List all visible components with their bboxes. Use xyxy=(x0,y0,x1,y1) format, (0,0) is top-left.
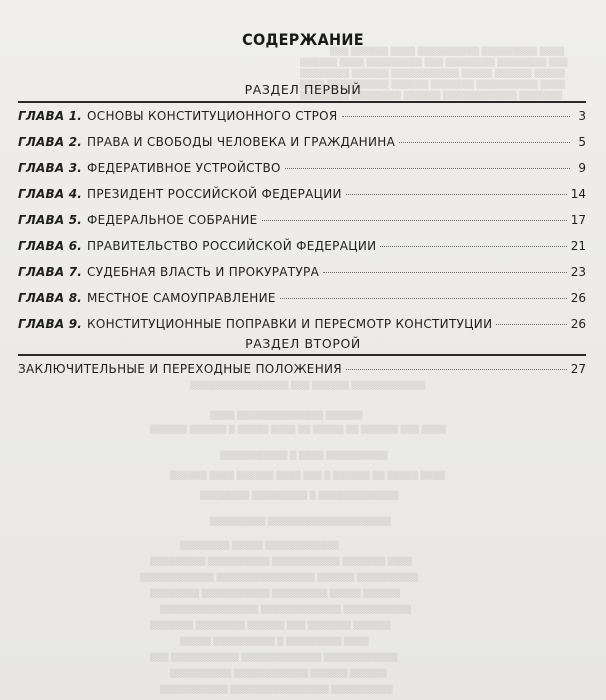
toc-entry[interactable] xyxy=(18,161,586,179)
page-number: 26 xyxy=(570,291,586,305)
chapter-title: ОСНОВЫ КОНСТИТУЦИОННОГО СТРОЯ xyxy=(87,109,338,123)
toc-entry[interactable] xyxy=(18,291,586,309)
section-heading-one: РАЗДЕЛ ПЕРВЫЙ xyxy=(244,82,362,97)
leader-dots xyxy=(285,168,570,169)
leader-dots xyxy=(262,220,567,221)
page-number: 17 xyxy=(570,213,586,227)
page-number: 9 xyxy=(578,161,586,175)
chapter-number: ГЛАВА 2. xyxy=(18,135,83,149)
chapter-title: ФЕДЕРАЛЬНОЕ СОБРАНИЕ xyxy=(87,213,258,227)
toc-entry[interactable] xyxy=(18,265,586,283)
toc-entry[interactable] xyxy=(18,213,586,231)
chapter-number: ГЛАВА 6. xyxy=(18,239,83,253)
page-title: СОДЕРЖАНИЕ xyxy=(242,30,364,49)
chapter-title: ПРЕЗИДЕНТ РОССИЙСКОЙ ФЕДЕРАЦИИ xyxy=(87,187,342,201)
chapter-number: ГЛАВА 5. xyxy=(18,213,83,227)
chapter-number: ГЛАВА 9. xyxy=(18,317,83,331)
chapter-title: ФЕДЕРАТИВНОЕ УСТРОЙСТВО xyxy=(87,161,281,175)
leader-dots xyxy=(346,194,567,195)
chapter-number: ГЛАВА 8. xyxy=(18,291,83,305)
toc-entry[interactable] xyxy=(18,239,586,257)
leader-dots xyxy=(280,298,567,299)
chapter-title: ПРАВА И СВОБОДЫ ЧЕЛОВЕКА И ГРАЖДАНИНА xyxy=(87,135,396,149)
chapter-number: ГЛАВА 4. xyxy=(18,187,83,201)
page-number: 27 xyxy=(570,362,586,376)
chapter-title: ПРАВИТЕЛЬСТВО РОССИЙСКОЙ ФЕДЕРАЦИИ xyxy=(87,239,377,253)
leader-dots xyxy=(346,369,567,370)
section-two-rule xyxy=(18,354,586,356)
chapter-number: ГЛАВА 3. xyxy=(18,161,83,175)
section-heading-two: РАЗДЕЛ ВТОРОЙ xyxy=(245,336,361,351)
chapter-number: ГЛАВА 7. xyxy=(18,265,83,279)
toc-entry[interactable] xyxy=(18,135,586,153)
leader-dots xyxy=(399,142,570,143)
section-one-rule xyxy=(18,101,586,103)
page-number: 23 xyxy=(570,265,586,279)
toc-entry[interactable] xyxy=(18,187,586,205)
leader-dots xyxy=(342,116,570,117)
final-provisions-title: ЗАКЛЮЧИТЕЛЬНЫЕ И ПЕРЕХОДНЫЕ ПОЛОЖЕНИЯ xyxy=(18,362,342,376)
page-number: 21 xyxy=(570,239,586,253)
leader-dots xyxy=(323,272,567,273)
page-number: 14 xyxy=(570,187,586,201)
page-number: 26 xyxy=(570,317,586,331)
page-number: 5 xyxy=(578,135,586,149)
leader-dots xyxy=(496,324,566,325)
chapter-title: СУДЕБНАЯ ВЛАСТЬ И ПРОКУРАТУРА xyxy=(87,265,320,279)
book-page: ▒▒▒ ▒▒▒▒▒▒ ▒▒▒▒ ▒▒▒▒▒▒▒▒▒▒ ▒▒▒▒▒▒▒▒▒ ▒▒▒▒ ▒▒▒▒▒▒ ▒▒▒▒ ▒▒▒▒▒▒▒▒▒ ▒▒▒ ▒▒▒▒▒▒▒▒ ▒▒▒▒▒▒▒▒ ▒▒▒ ▒▒▒▒▒▒▒▒ ▒▒▒▒▒▒ ▒▒▒▒▒▒▒▒▒▒▒ ▒▒▒▒▒ ▒▒▒▒▒▒ ▒▒▒▒▒ ▒▒▒▒ ▒▒▒▒▒▒▒▒▒▒ ▒▒▒▒▒▒ ▒▒▒▒▒▒▒ ▒▒▒▒▒▒▒▒▒▒ ▒▒▒▒ ▒▒▒▒▒▒▒▒ ▒▒▒▒▒▒▒▒ ▒▒▒▒▒▒ ▒▒▒▒▒▒▒▒▒▒▒▒ ▒▒▒▒▒▒▒ ▒▒▒▒▒▒▒▒▒▒▒▒▒▒▒▒ ▒▒▒ ▒▒▒▒▒▒ ▒▒▒▒▒▒▒▒▒▒▒▒ ▒▒▒▒ ▒▒▒▒▒▒▒▒▒▒▒▒▒▒ ▒▒▒▒▒▒ ▒▒▒▒▒▒ ▒▒▒▒▒▒ ▒ ▒▒▒▒▒ ▒▒▒▒ ▒▒ ▒▒▒▒▒ ▒▒ ▒▒▒▒▒▒ ▒▒▒ ▒▒▒▒ ▒▒▒▒▒▒▒▒▒▒▒ ▒ ▒▒▒▒ ▒▒▒▒▒▒▒▒▒▒ ▒▒▒▒▒▒ ▒▒▒▒ ▒▒▒▒▒▒ ▒▒▒▒ ▒▒▒ ▒ ▒▒▒▒▒▒ ▒▒ ▒▒▒▒▒ ▒▒▒▒ ▒▒▒▒▒▒▒▒ ▒▒▒▒▒▒▒▒▒ ▒ ▒▒▒▒▒▒▒▒▒▒▒▒▒ ▒▒▒▒▒▒▒▒▒ ▒▒▒▒▒▒▒▒▒▒▒▒▒▒▒▒▒▒▒▒ ▒▒▒▒▒▒▒▒ ▒▒▒▒▒ ▒▒▒▒▒▒▒▒▒▒▒▒ ▒▒▒▒▒▒▒▒▒ ▒▒▒▒▒▒▒▒▒▒ ▒▒▒▒▒▒▒▒▒▒▒ ▒▒▒▒▒▒▒ ▒▒▒▒ ▒▒▒▒▒▒▒▒▒▒▒▒ ▒▒▒▒▒▒▒▒▒▒▒▒▒▒▒▒ ▒▒▒▒▒▒ ▒▒▒▒▒▒▒▒▒▒ ▒▒▒▒▒▒▒▒ ▒▒▒▒▒▒▒▒▒▒▒ ▒▒▒▒▒▒▒▒▒ ▒▒▒▒▒ ▒▒▒▒▒▒ ▒▒▒▒▒▒▒▒▒▒▒▒▒▒▒▒ ▒▒▒▒▒▒▒▒▒▒▒▒▒ ▒▒▒▒▒▒▒▒▒▒▒ ▒▒▒▒▒▒▒ ▒▒▒▒▒▒▒▒ ▒▒▒▒▒▒ ▒▒▒ ▒▒▒▒▒▒▒ ▒▒▒▒▒▒ ▒▒▒▒▒ ▒▒▒▒▒▒▒▒▒▒ ▒ ▒▒▒▒▒▒▒▒▒ ▒▒▒▒ ▒▒▒ ▒▒▒▒▒▒▒▒▒▒▒ ▒▒▒▒▒▒▒▒▒▒▒▒▒ ▒▒▒▒▒▒▒▒▒▒▒▒ ▒▒▒▒▒▒▒▒▒▒ ▒▒▒▒▒▒▒▒▒▒▒▒ ▒▒▒▒▒▒ ▒▒▒▒▒▒ ▒▒▒▒▒▒▒▒▒▒▒ ▒▒▒▒▒▒▒▒▒▒▒▒▒▒▒▒ ▒▒▒▒▒▒▒▒▒▒ СОДЕРЖАНИЕ РАЗДЕЛ ПЕРВЫЙ ГЛАВА 1. ОСНОВЫ КОНСТИТУЦИОННОГО СТРОЯ 3 ГЛАВА 2. ПРАВА И СВОБОДЫ ЧЕЛОВЕКА И ГРАЖДАНИНА 5 ГЛАВА 3. ФЕДЕРАТИВНОЕ УСТРОЙСТВО 9 ГЛАВА 4. ПРЕЗИДЕНТ РОССИЙСКОЙ ФЕДЕРАЦИИ 14 ГЛАВА 5. ФЕДЕРАЛЬНОЕ СОБРАНИЕ 17 ГЛАВА 6. ПРАВИТЕЛЬСТВО РОССИЙСКОЙ ФЕДЕРАЦИИ 21 ГЛАВА 7. СУДЕБНАЯ ВЛАСТЬ И ПРОКУРАТУРА 23 ГЛАВА 8. МЕСТНОЕ САМОУПРАВЛЕНИЕ 26 ГЛАВА 9. КОНСТИТУЦИОННЫЕ ПОПРАВКИ И ПЕРЕСМОТР КОНСТИТУЦИИ 26 РАЗДЕЛ ВТОРОЙ ЗАКЛЮЧИТЕЛЬНЫЕ И ПЕРЕХОДНЫЕ ПОЛОЖЕНИЯ 27 xyxy=(0,0,606,700)
toc-entry[interactable] xyxy=(18,317,586,335)
toc-entry[interactable] xyxy=(18,109,586,127)
chapter-number: ГЛАВА 1. xyxy=(18,109,83,123)
page-number: 3 xyxy=(578,109,586,123)
toc-entry-final[interactable] xyxy=(18,362,586,380)
chapter-title: МЕСТНОЕ САМОУПРАВЛЕНИЕ xyxy=(87,291,276,305)
chapter-title: КОНСТИТУЦИОННЫЕ ПОПРАВКИ И ПЕРЕСМОТР КОНСТИТУЦИИ xyxy=(87,317,493,331)
leader-dots xyxy=(380,246,566,247)
